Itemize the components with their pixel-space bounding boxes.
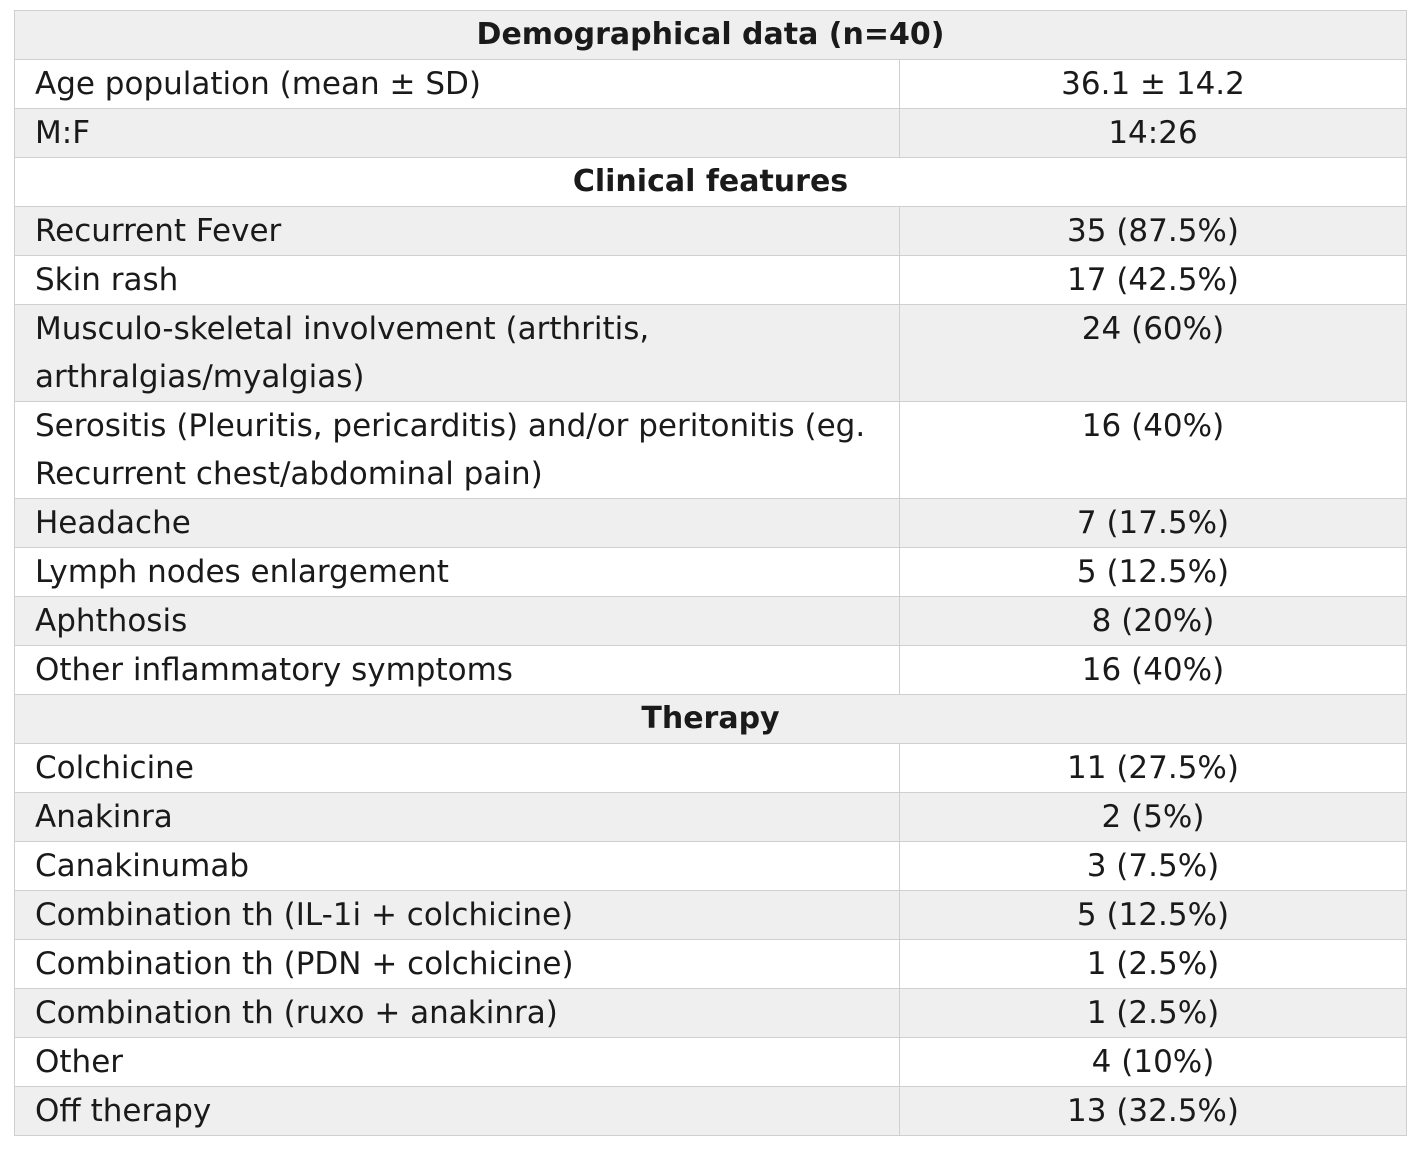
table-row — [15, 891, 1407, 940]
row-label: Age population (mean ± SD) — [15, 60, 900, 109]
table-row — [15, 402, 1407, 499]
row-label: Skin rash — [15, 256, 900, 305]
row-label: Anakinra — [15, 793, 900, 842]
table-row — [15, 60, 1407, 109]
row-value: 2 (5%) — [900, 793, 1407, 842]
row-label: Combination th (IL-1i + colchicine) — [15, 891, 900, 940]
table-row — [15, 1038, 1407, 1087]
table-row — [15, 305, 1407, 402]
table-row — [15, 646, 1407, 695]
row-label: Aphthosis — [15, 597, 900, 646]
row-label: Other inflammatory symptoms — [15, 646, 900, 695]
section-title: Clinical features — [15, 158, 1407, 207]
row-value: 8 (20%) — [900, 597, 1407, 646]
demographics-table-container — [14, 10, 1406, 1136]
row-label: Off therapy — [15, 1087, 900, 1136]
row-value: 24 (60%) — [900, 305, 1407, 402]
table-row — [15, 989, 1407, 1038]
row-value: 5 (12.5%) — [900, 548, 1407, 597]
row-value: 4 (10%) — [900, 1038, 1407, 1087]
section-header-demographics — [15, 11, 1407, 60]
table-row — [15, 499, 1407, 548]
row-value: 5 (12.5%) — [900, 891, 1407, 940]
row-value: 16 (40%) — [900, 646, 1407, 695]
row-label: Combination th (PDN + colchicine) — [15, 940, 900, 989]
row-label: Lymph nodes enlargement — [15, 548, 900, 597]
row-label: Other — [15, 1038, 900, 1087]
table-row — [15, 109, 1407, 158]
row-label: Serositis (Pleuritis, pericarditis) and/or peritonitis (eg. Recurrent chest/abdominal pain) — [15, 402, 900, 499]
table-row — [15, 597, 1407, 646]
row-label: Headache — [15, 499, 900, 548]
row-label: Musculo-skeletal involvement (arthritis, arthralgias/myalgias) — [15, 305, 900, 402]
row-value: 14:26 — [900, 109, 1407, 158]
row-value: 7 (17.5%) — [900, 499, 1407, 548]
row-value: 11 (27.5%) — [900, 744, 1407, 793]
section-title: Demographical data (n=40) — [15, 11, 1407, 60]
row-value: 36.1 ± 14.2 — [900, 60, 1407, 109]
row-value: 1 (2.5%) — [900, 989, 1407, 1038]
table-row — [15, 548, 1407, 597]
table-row — [15, 256, 1407, 305]
row-value: 13 (32.5%) — [900, 1087, 1407, 1136]
table-row — [15, 940, 1407, 989]
row-value: 17 (42.5%) — [900, 256, 1407, 305]
row-label: Recurrent Fever — [15, 207, 900, 256]
table-row — [15, 744, 1407, 793]
table-row — [15, 793, 1407, 842]
row-value: 16 (40%) — [900, 402, 1407, 499]
row-value: 3 (7.5%) — [900, 842, 1407, 891]
row-value: 1 (2.5%) — [900, 940, 1407, 989]
section-header-clinical-features — [15, 158, 1407, 207]
row-label: Canakinumab — [15, 842, 900, 891]
row-label: M:F — [15, 109, 900, 158]
section-header-therapy — [15, 695, 1407, 744]
table-row — [15, 207, 1407, 256]
row-value: 35 (87.5%) — [900, 207, 1407, 256]
table-row — [15, 842, 1407, 891]
row-label: Colchicine — [15, 744, 900, 793]
demographics-table — [14, 10, 1407, 1136]
row-label: Combination th (ruxo + anakinra) — [15, 989, 900, 1038]
table-row — [15, 1087, 1407, 1136]
section-title: Therapy — [15, 695, 1407, 744]
